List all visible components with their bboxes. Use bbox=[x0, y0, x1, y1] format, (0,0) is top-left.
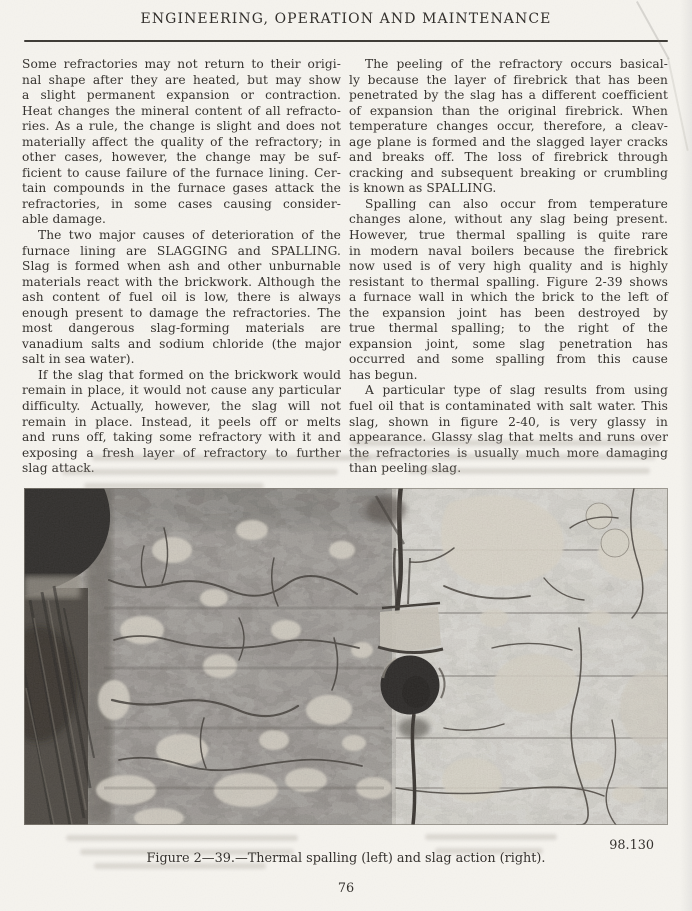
text-line: refractories, in some cases causing consider- bbox=[22, 196, 341, 211]
text-line: than peeling slag. bbox=[349, 461, 462, 476]
text-line: The peeling of the refractory occurs basical- bbox=[365, 57, 668, 71]
scan-crease-line bbox=[667, 58, 689, 151]
text-line: is known as SPALLING. bbox=[349, 181, 497, 196]
page-header-title: ENGINEERING, OPERATION AND MAINTENANCE bbox=[140, 11, 552, 27]
text-line: tain compounds in the furnace gases attack the bbox=[22, 181, 341, 196]
text-line: ly because the layer of firebrick that has been bbox=[349, 72, 668, 87]
text-line: Some refractories may not return to their origi- bbox=[22, 57, 341, 71]
text-line: most dangerous slag-forming materials are bbox=[22, 321, 341, 336]
text-line: in modern naval boilers because the firebrick bbox=[349, 243, 668, 258]
text-line: ries. As a rule, the change is slight and does not bbox=[22, 119, 341, 134]
text-line: expansion joint, some slag penetration has bbox=[349, 336, 668, 351]
text-line: other cases, however, the change may be suf- bbox=[22, 150, 341, 165]
text-line: However, true thermal spalling is quite rare bbox=[349, 228, 668, 243]
text-line: of expansion than the original firebrick. When bbox=[349, 103, 668, 118]
text-line: able damage. bbox=[22, 212, 107, 227]
paragraph bbox=[22, 368, 341, 477]
text-line: exposing a fresh layer of refractory to further bbox=[22, 445, 341, 460]
text-line: Heat changes the mineral content of all refracto- bbox=[22, 103, 341, 118]
text-line: a furnace wall in which the brick to the left of bbox=[349, 290, 668, 305]
text-line: nal shape after they are heated, but may show bbox=[22, 72, 341, 87]
text-line: remain in place, it would not cause any particular bbox=[22, 383, 341, 398]
left-text-column bbox=[22, 57, 341, 477]
text-line: slag attack. bbox=[22, 461, 95, 476]
text-line: enough present to damage the refractories. The bbox=[22, 305, 341, 320]
text-line: and runs off, taking some refractory with it and bbox=[22, 430, 341, 445]
text-line: appearance. Glassy slag that melts and runs over bbox=[349, 430, 668, 445]
figure-photo bbox=[24, 488, 668, 825]
figure-caption: Figure 2—39.—Thermal spalling (left) and slag action (right). bbox=[146, 851, 546, 866]
text-line: cracking and subsequent breaking or crumbling bbox=[349, 165, 668, 180]
text-line: difficulty. Actually, however, the slag will not bbox=[22, 399, 341, 414]
right-text-column bbox=[349, 57, 668, 477]
text-line: ash content of fuel oil is low, there is always bbox=[22, 290, 341, 305]
text-line: now used is of very high quality and is highly bbox=[349, 259, 668, 274]
paragraph bbox=[349, 197, 668, 384]
text-line: the refractories is usually much more damaging bbox=[349, 445, 668, 460]
text-line: slag, shown in figure 2-40, is very glassy in bbox=[349, 414, 668, 429]
text-line: penetrated by the slag has a different coefficient bbox=[349, 88, 668, 103]
text-line: and breaks off. The loss of firebrick through bbox=[349, 150, 668, 165]
text-line: age plane is formed and the slagged layer cracks bbox=[349, 134, 668, 149]
text-line: ficient to cause failure of the furnace lining. Cer- bbox=[22, 165, 341, 180]
text-line: materially affect the quality of the refractory; in bbox=[22, 134, 341, 149]
text-line: the expansion joint has been destroyed by bbox=[349, 305, 668, 320]
page-edge-shading bbox=[680, 0, 692, 911]
paragraph bbox=[349, 57, 668, 197]
text-line: fuel oil that is contaminated with salt water. This bbox=[349, 399, 668, 414]
paragraph bbox=[22, 57, 341, 228]
text-line: furnace lining are SLAGGING and SPALLING. bbox=[22, 243, 341, 258]
text-line: temperature changes occur, therefore, a cleav- bbox=[349, 119, 668, 134]
text-line: A particular type of slag results from using bbox=[365, 383, 668, 398]
text-line: remain in place. Instead, it peels off or melts bbox=[22, 414, 341, 429]
text-line: If the slag that formed on the brickwork would bbox=[38, 367, 341, 382]
text-line: occurred and some spalling from this cause bbox=[349, 352, 668, 367]
text-line: changes alone, without any slag being present. bbox=[349, 212, 668, 227]
photo-image bbox=[24, 488, 668, 825]
figure-credit-number: 98.130 bbox=[609, 838, 654, 853]
header-rule bbox=[24, 40, 668, 42]
text-line: Spalling can also occur from temperature bbox=[365, 196, 668, 211]
page-number: 76 bbox=[337, 881, 355, 896]
text-line: true thermal spalling; to the right of the bbox=[349, 321, 668, 336]
text-line: resistant to thermal spalling. Figure 2-39 shows bbox=[349, 274, 668, 289]
text-line: salt in sea water). bbox=[22, 352, 135, 367]
text-line: materials react with the brickwork. Although the bbox=[22, 274, 341, 289]
text-line: vanadium salts and sodium chloride (the major bbox=[22, 336, 341, 351]
text-line: has begun. bbox=[349, 367, 418, 382]
paragraph bbox=[22, 228, 341, 368]
text-line: The two major causes of deterioration of the bbox=[38, 228, 341, 243]
scan-crease-line bbox=[636, 1, 670, 60]
text-line: a slight permanent expansion or contraction. bbox=[22, 88, 341, 103]
text-line: Slag is formed when ash and other unburnable bbox=[22, 259, 341, 274]
paragraph bbox=[349, 383, 668, 476]
